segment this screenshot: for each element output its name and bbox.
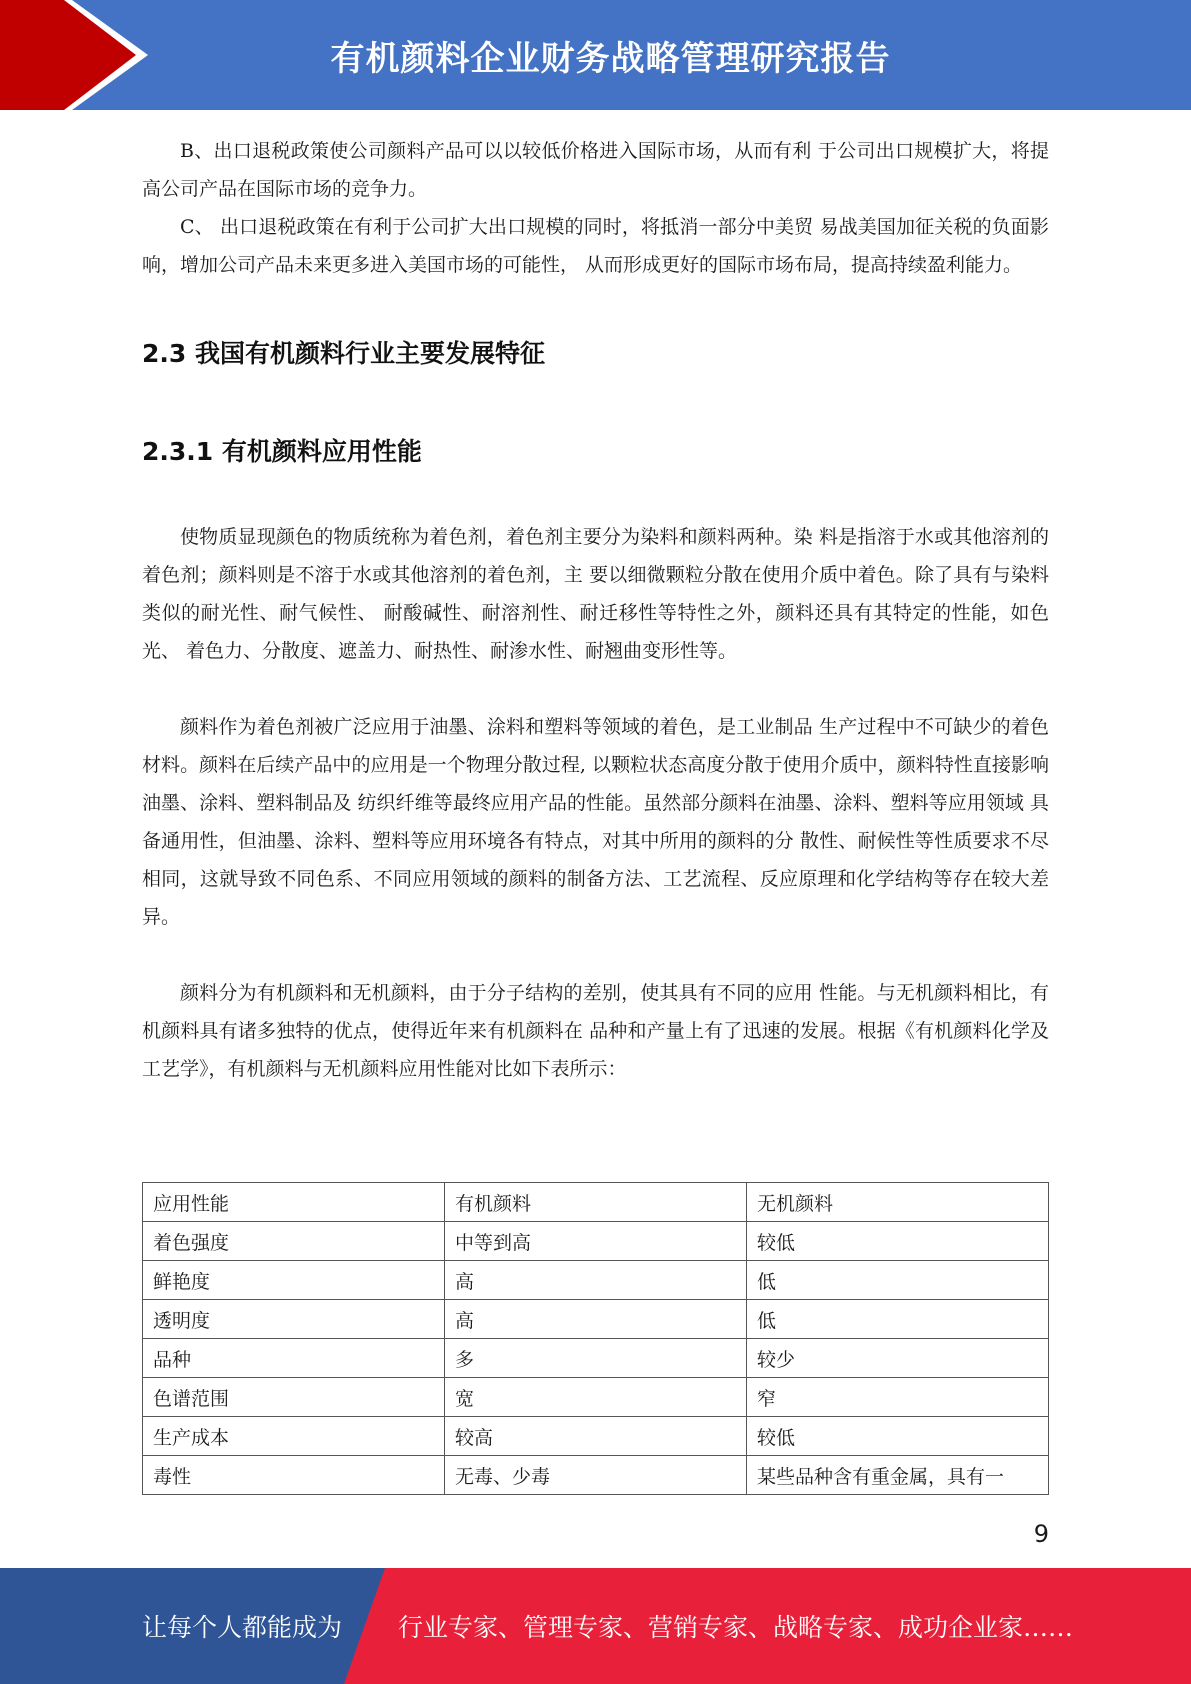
table-cell: 有机颜料 bbox=[445, 1183, 747, 1222]
table-cell: 生产成本 bbox=[143, 1417, 445, 1456]
table-cell: 较少 bbox=[747, 1339, 1049, 1378]
table-cell: 某些品种含有重金属，具有一 bbox=[747, 1456, 1049, 1495]
page-content bbox=[142, 132, 1049, 1088]
table-cell: 窄 bbox=[747, 1378, 1049, 1417]
table-cell: 低 bbox=[747, 1300, 1049, 1339]
table-row bbox=[143, 1222, 1049, 1261]
table-cell: 较低 bbox=[747, 1222, 1049, 1261]
table-cell: 应用性能 bbox=[143, 1183, 445, 1222]
table-cell: 毒性 bbox=[143, 1456, 445, 1495]
table-cell: 着色强度 bbox=[143, 1222, 445, 1261]
table-cell: 无机颜料 bbox=[747, 1183, 1049, 1222]
table-cell: 较低 bbox=[747, 1417, 1049, 1456]
table-row bbox=[143, 1456, 1049, 1495]
table-cell: 高 bbox=[445, 1300, 747, 1339]
table-cell: 多 bbox=[445, 1339, 747, 1378]
table-cell: 低 bbox=[747, 1261, 1049, 1300]
table-row bbox=[143, 1378, 1049, 1417]
subsection-heading: 2.3.1 有机颜料应用性能 bbox=[142, 437, 422, 466]
table-cell: 透明度 bbox=[143, 1300, 445, 1339]
table-header-row bbox=[143, 1183, 1049, 1222]
table-cell: 较高 bbox=[445, 1417, 747, 1456]
page-header bbox=[0, 0, 1191, 110]
table-cell: 高 bbox=[445, 1261, 747, 1300]
section-heading: 2.3 我国有机颜料行业主要发展特征 bbox=[142, 339, 545, 368]
table-row bbox=[143, 1261, 1049, 1300]
table-cell: 宽 bbox=[445, 1378, 747, 1417]
paragraph-colorants: 使物质显现颜色的物质统称为着色剂，着色剂主要分为染料和颜料两种。染 料是指溶于水或其他溶剂的着色剂；颜料则是不溶于水或其他溶剂的着色剂，主 要以细微颗粒分散在使用介质中着色。除了具有与染料类似的耐光性、耐气候性、 耐酸碱性、耐溶剂性、耐迁移性等特性之外，颜料还具有其特定的性能，如色光、 着色力、分散度、遮盖力、耐热性、耐渗水性、耐翘曲变形性等。 bbox=[142, 526, 1049, 662]
footer-slogan-left: 让每个人都能成为 bbox=[142, 1613, 343, 1642]
table-row bbox=[143, 1417, 1049, 1456]
paragraph-organic-vs-inorganic: 颜料分为有机颜料和无机颜料，由于分子结构的差别，使其具有不同的应用 性能。与无机颜料相比，有机颜料具有诸多独特的优点，使得近年来有机颜料在 品种和产量上有了迅速的发展。根据《有机颜料化学及工艺学》，有机颜料与无机颜料应用性能对比如下表所示： bbox=[142, 982, 1049, 1080]
table-cell: 中等到高 bbox=[445, 1222, 747, 1261]
page-number: 9 bbox=[1033, 1520, 1049, 1548]
paragraph-c: C、 出口退税政策在有利于公司扩大出口规模的同时，将抵消一部分中美贸 易战美国加征关税的负面影响，增加公司产品未来更多进入美国市场的可能性， 从而形成更好的国际市场布局，提高持续盈利能力。 bbox=[142, 216, 1049, 276]
table-row bbox=[143, 1339, 1049, 1378]
paragraph-b: B、出口退税政策使公司颜料产品可以以较低价格进入国际市场，从而有利 于公司出口规模扩大，将提高公司产品在国际市场的竞争力。 bbox=[142, 140, 1049, 200]
table-cell: 无毒、少毒 bbox=[445, 1456, 747, 1495]
page-footer bbox=[0, 1568, 1191, 1684]
table-cell: 品种 bbox=[143, 1339, 445, 1378]
footer-slogan-right: 行业专家、管理专家、营销专家、战略专家、成功企业家…… bbox=[398, 1613, 1074, 1642]
paragraph-pigment-applications: 颜料作为着色剂被广泛应用于油墨、涂料和塑料等领域的着色，是工业制品 生产过程中不可缺少的着色材料。颜料在后续产品中的应用是一个物理分散过程, 以颗粒状态高度分散于使用介质中，颜料特性直接影响油墨、涂料、塑料制品及 纺织纤维等最终应用产品的性能。虽然部分颜料在油墨、涂料、塑料等应用领域 具备通用性，但油墨、涂料、塑料等应用环境各有特点，对其中所用的颜料的分 散性、耐候性等性质要求不尽相同，这就导致不同色系、不同应用领域的颜料的制备方法、工艺流程、反应原理和化学结构等存在较大差异。 bbox=[142, 716, 1049, 928]
report-title: 有机颜料企业财务战略管理研究报告 bbox=[330, 38, 891, 79]
table-cell: 鲜艳度 bbox=[143, 1261, 445, 1300]
table-row bbox=[143, 1300, 1049, 1339]
table-cell: 色谱范围 bbox=[143, 1378, 445, 1417]
comparison-table bbox=[142, 1182, 1049, 1495]
